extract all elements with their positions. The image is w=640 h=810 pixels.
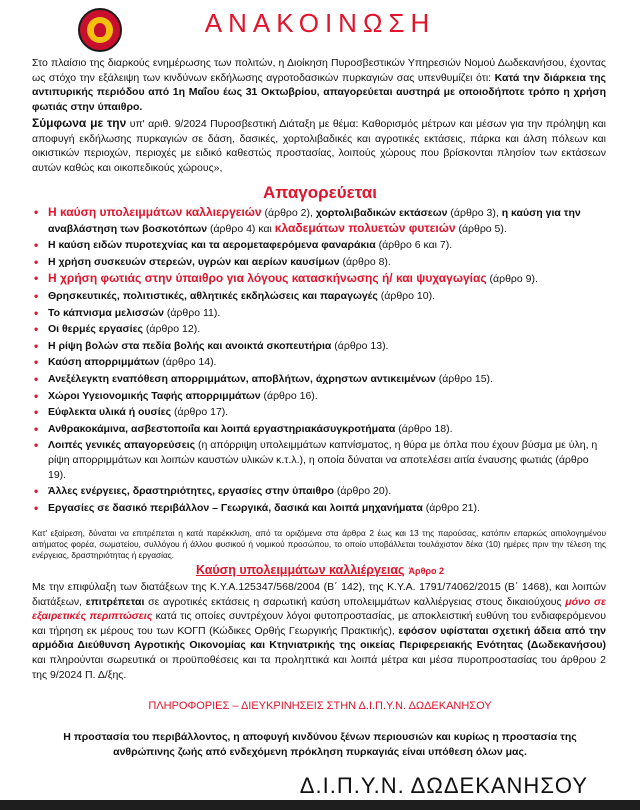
decree-paragraph: Σύμφωνα με την υπ' αριθ. 9/2024 Πυροσβεστική Διάταξη με θέμα: Καθορισμός μέτρων και μέσων για την πρόληψη και αποφυγή εκδήλωσης πυρκαγιών σε δάση, δασικές, χορτολιβαδικές και αγροτικές εκτάσεις, πάρκα και άλση πόλεων και οικιστικών περιοχών, περιοχές με ειδικό καθεστώς προστασίας, λοιπούς χώρους που βρίσκονται πλησίον των εκτάσεων αυτών καθώς και οικοπεδικούς χώρους», (32, 116, 606, 174)
prohibited-heading: Απαγορεύεται (263, 183, 377, 202)
list-item: • Η ρίψη βολών στα πεδία βολής και ανοικτά σκοπευτήρια (άρθρο 13). (34, 339, 606, 354)
signature: Δ.Ι.Π.Υ.Ν. ΔΩΔΕΚΑΝΗΣΟΥ (299, 773, 588, 798)
list-item: • Η καύση υπολειμμάτων καλλιεργειών (άρθρο 2), χορτολιβαδικών εκτάσεων (άρθρο 3), η καύση για την αναβλάστηση των βοσκοτόπων (άρθρο 4) και κλαδεμάτων πολυετών φυτειών (άρθρο 5). (34, 205, 606, 236)
list-item: • Άλλες ενέργειες, δραστηριότητες, εργασίες στην ύπαιθρο (άρθρο 20). (34, 484, 606, 499)
list-item: • Ανθρακοκάμινα, ασβεστοποιΐα και λοιπά εργαστηριακάσυγκροτήματα (άρθρο 18). (34, 422, 606, 437)
list-item: • Λοιπές γενικές απαγορεύσεις (η απόρριψη υπολειμμάτων καπνίσματος, η θύρα με όπλα που έχουν βύσμα με ύλη, η ρίψη απορριμμάτων και λοιπών καυστών υλικών κ.τ.λ.), η οποία δύναται να αποτελέσει αιτία έναυσης φωτιάς (άρθρο 19). (34, 438, 606, 482)
info-line: ΠΛΗΡΟΦΟΡΙΕΣ – ΔΙΕΥΚΡΙΝΗΣΕΙΣ ΣΤΗΝ Δ.Ι.Π.Υ.Ν. ΔΩΔΕΚΑΝΗΣΟΥ (148, 700, 492, 712)
list-item: • Η χρήση συσκευών στερεών, υγρών και αερίων καυσίμων (άρθρο 8). (34, 255, 606, 270)
list-item: • Χώροι Υγειονομικής Ταφής απορριμμάτων (άρθρο 16). (34, 389, 606, 404)
list-item: • Η χρήση φωτιάς στην ύπαιθρο για λόγους κατασκήνωσης ή/ και ψυχαγωγίας (άρθρο 9). (34, 271, 606, 287)
prohibitions-list (34, 205, 606, 517)
page-title: ΑΝΑΚΟΙΝΩΣΗ (204, 8, 436, 38)
list-item: • Θρησκευτικές, πολιτιστικές, αθλητικές εκδηλώσεις και παραγωγές (άρθρο 10). (34, 289, 606, 304)
crop-burning-paragraph: Με την επιφύλαξη των διατάξεων της Κ.Υ.Α.125347/568/2004 (Β΄ 142), της Κ.Υ.Α. 1791/74062/2015 (Β΄ 1468), και λοιπών διατάξεων, επιτρέπεται σε αγροτικές εκτάσεις η σαρωτική καύση υπολειμμάτων καλλιέργειας στους δικαιούχους μόνο σε εξαιρετικές περιπτώσεις κατά τις οποίες συντρέχουν λόγοι φυτοπροστασίας, με αποκλειστική ευθύνη του ενδιαφερόμενου και τήρηση εκ μέρους του των ΚΟΓΠ (Κώδικες Ορθής Γεωργικής Πρακτικής), εφόσον υφίσταται σχετική άδεια από την αρμόδια Διεύθυνση Αγροτικής Οικονομίας και Κτηνιατρικής της οικείας Περιφερειακής Ενότητας (Δωδεκανήσου) και πληρούνται σωρευτικά οι προϋποθέσεις και τα προληπτικά και λοιπά μέτρα και μέσα πυροπροστασίας του άρθρου 2 της 9/2024 Π. Δ/ξης. (32, 581, 607, 681)
list-item: • Η καύση ειδών πυροτεχνίας και τα αερομεταφερόμενα φαναράκια (άρθρο 6 και 7). (34, 238, 606, 253)
list-item: • Ανεξέλεγκτη εναπόθεση απορριμμάτων, αποβλήτων, άχρηστων αντικειμένων (άρθρο 15). (34, 372, 606, 387)
list-item: • Καύση απορριμμάτων (άρθρο 14). (34, 355, 606, 370)
list-item: • Εύφλεκτα υλικά ή ουσίες (άρθρο 17). (34, 405, 606, 420)
crop-burning-heading: Καύση υπολειμμάτων καλλιέργειας Άρθρο 2 (195, 563, 445, 577)
intro-paragraph: Στο πλαίσιο της διαρκούς ενημέρωσης των πολιτών, η Διοίκηση Πυροσβεστικών Υπηρεσιών Νομού Δωδεκανήσου, έχοντας ως στόχο την εξάλειψη των κινδύνων εκδήλωσης αγροτοδασικών πυρκαγιών σας υπενθυμίζει ότι: Κατά την διάρκεια της αντιπυρικής περιόδου από 1η Μαΐου έως 31 Οκτωβρίου, απαγορεύεται αυστηρά με οποιοδήποτε τρόπο η χρήση φωτιάς στην ύπαιθρο. (32, 57, 606, 113)
list-item: • Οι θερμές εργασίες (άρθρο 12). (34, 322, 606, 337)
list-item: • Το κάπνισμα μελισσών (άρθρο 11). (34, 306, 606, 321)
closing-statement: Η προστασία του περιβάλλοντος, η αποφυγή κινδύνου ξένων περιουσιών και κυρίως η προστασία της ανθρώπινης ζωής από ενδεχόμενη πρόκληση πυρκαγιάς είναι υπόθεση όλων μας. (63, 731, 577, 758)
list-item: • Εργασίες σε δασικό περιβάλλον – Γεωργικά, δασικά και λοιπά μηχανήματα (άρθρο 21). (34, 501, 606, 516)
exception-note: Κατ' εξαίρεση, δύναται να επιτρέπεται η κατά παρέκκλιση, από τα οριζόμενα στα άρθρα 2 έως και 13 της παρούσας, κατόπιν επαρκώς αιτιολογημένου αιτήματος φορέα, σωματείου, συλλόγου ή άλλου φυσικού ή νομικού προσώπου, το οποίο υποβάλλεται τουλάχιστον δέκα (10) ημέρες πριν την τέλεση της ενέργειας, δραστηριότητας ή εργασίας. (32, 528, 606, 560)
bottom-bar (0, 800, 640, 810)
